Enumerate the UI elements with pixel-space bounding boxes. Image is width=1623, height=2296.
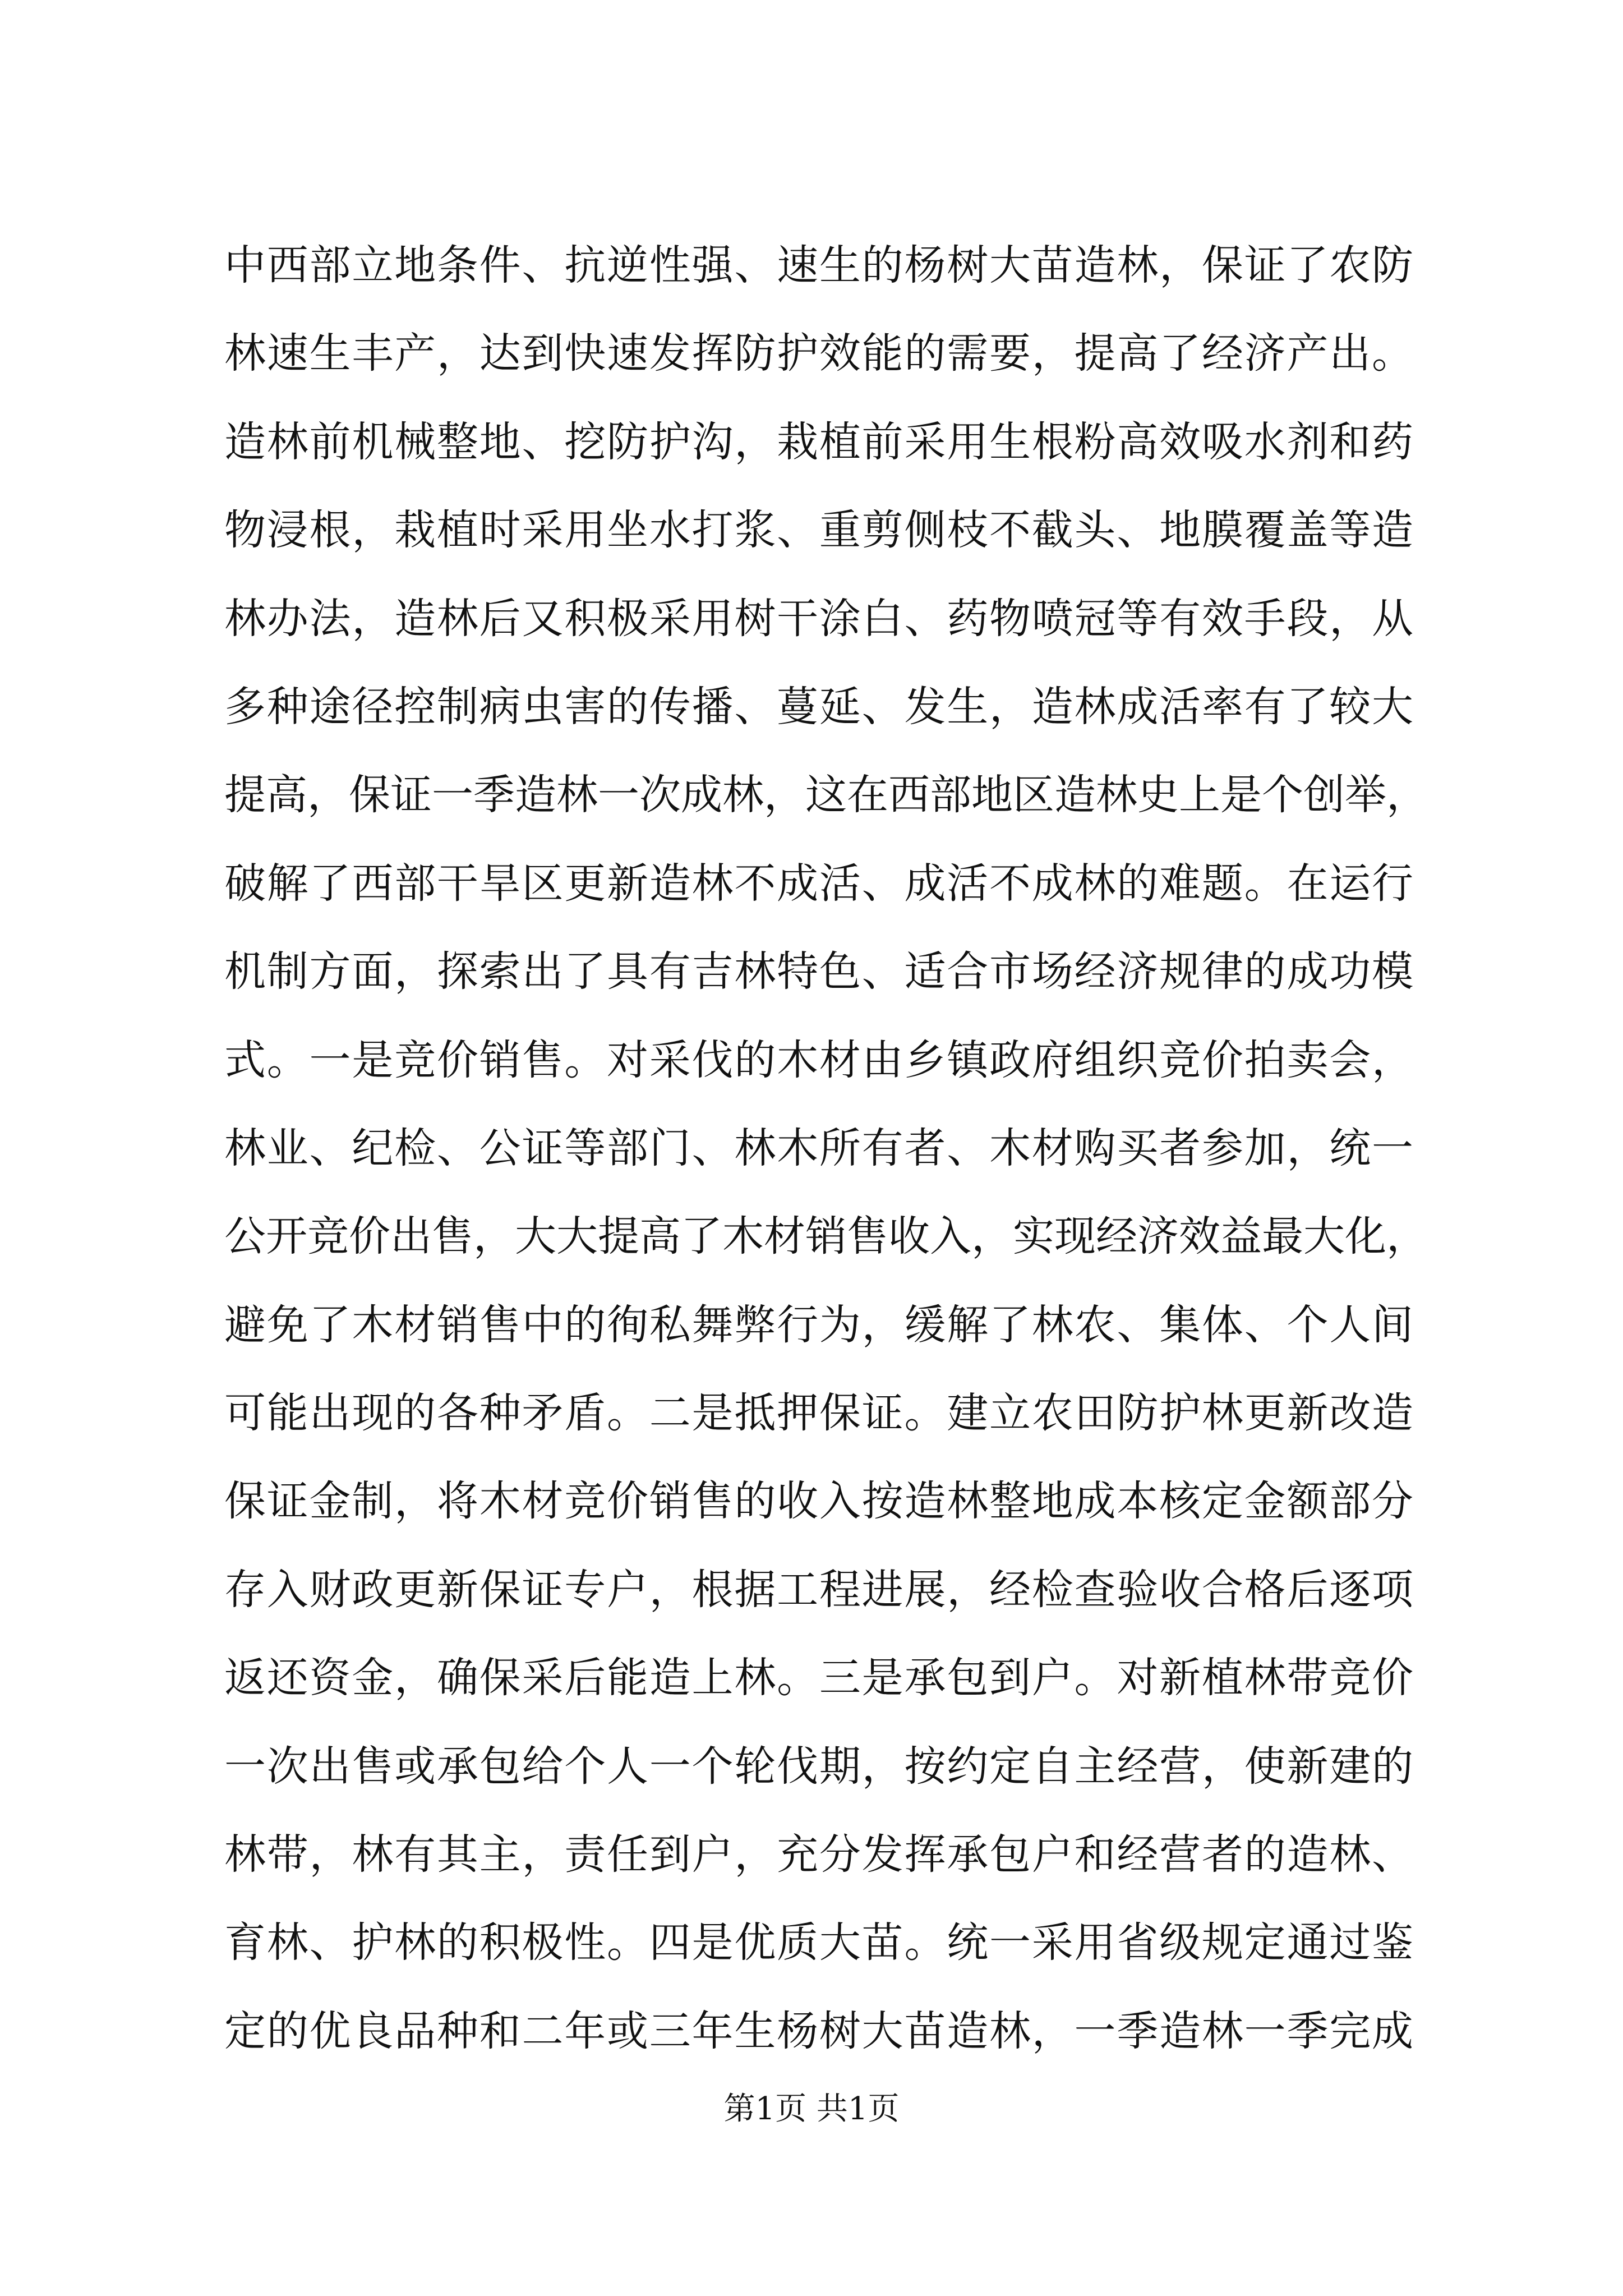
text-line-4: 物浸根，栽植时采用坐水打浆、重剪侧枝不截头、地膜覆盖等造 bbox=[224, 506, 1413, 555]
text-line-19: 林带，林有其主，责任到户，充分发挥承包户和经营者的造林、 bbox=[224, 1830, 1413, 1879]
text-line-11: 林业、纪检、公证等部门、林木所有者、木材购买者参加，统一 bbox=[224, 1124, 1413, 1172]
text-line-9: 机制方面，探索出了具有吉林特色、适合市场经济规律的成功模 bbox=[224, 947, 1413, 996]
text-line-16: 存入财政更新保证专户，根据工程进展，经检查验收合格后逐项 bbox=[224, 1565, 1413, 1614]
text-line-21: 定的优良品种和二年或三年生杨树大苗造林，一季造林一季完成 bbox=[224, 2007, 1413, 2055]
page-footer: 第1页 共1页 bbox=[723, 2091, 900, 2127]
text-line-1: 中西部立地条件、抗逆性强、速生的杨树大苗造林，保证了农防 bbox=[224, 241, 1413, 289]
text-line-5: 林办法，造林后又积极采用树干涂白、药物喷冠等有效手段，从 bbox=[224, 594, 1413, 643]
text-line-3: 造林前机械整地、挖防护沟，栽植前采用生根粉高效吸水剂和药 bbox=[224, 417, 1413, 466]
text-line-20: 育林、护林的积极性。四是优质大苗。统一采用省级规定通过鉴 bbox=[224, 1918, 1413, 1967]
text-line-17: 返还资金，确保采后能造上林。三是承包到户。对新植林带竞价 bbox=[224, 1654, 1413, 1703]
text-line-14: 可能出现的各种矛盾。二是抵押保证。建立农田防护林更新改造 bbox=[224, 1389, 1413, 1438]
text-line-2: 林速生丰产，达到快速发挥防护效能的需要，提高了经济产出。 bbox=[224, 329, 1413, 378]
text-line-6: 多种途径控制病虫害的传播、蔓延、发生，造林成活率有了较大 bbox=[224, 682, 1413, 731]
text-line-13: 避免了木材销售中的徇私舞弊行为，缓解了林农、集体、个人间 bbox=[224, 1300, 1413, 1349]
text-line-7: 提高，保证一季造林一次成林，这在西部地区造林史上是个创举， bbox=[224, 771, 1428, 820]
text-line-15: 保证金制，将木材竞价销售的收入按造林整地成本核定金额部分 bbox=[224, 1477, 1413, 1526]
text-line-12: 公开竞价出售，大大提高了木材销售收入，实现经济效益最大化， bbox=[224, 1212, 1428, 1261]
text-line-10: 式。一是竞价销售。对采伐的木材由乡镇政府组织竞价拍卖会， bbox=[224, 1036, 1413, 1084]
body-text bbox=[224, 222, 1428, 2076]
text-line-8: 破解了西部干旱区更新造林不成活、成活不成林的难题。在运行 bbox=[224, 859, 1413, 908]
text-line-18: 一次出售或承包给个人一个轮伐期，按约定自主经营，使新建的 bbox=[224, 1742, 1413, 1791]
